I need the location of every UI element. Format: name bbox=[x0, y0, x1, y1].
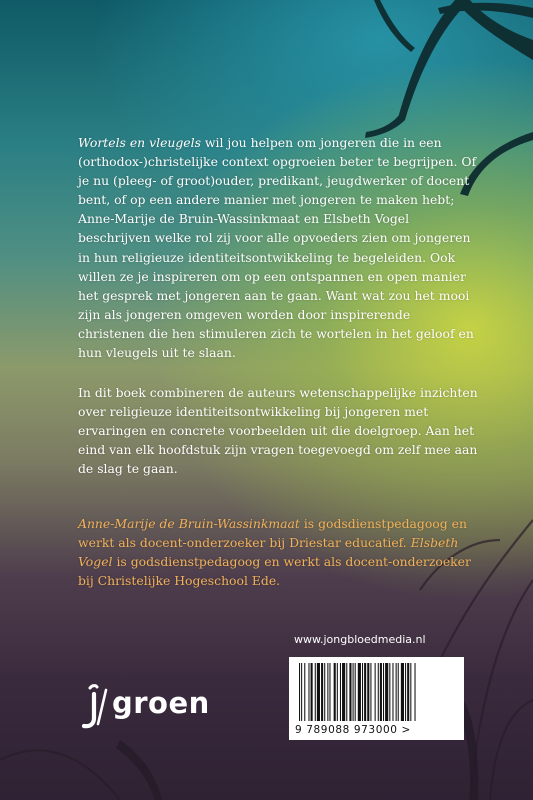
barcode-bar bbox=[389, 663, 390, 721]
barcode-bar bbox=[329, 663, 330, 721]
isbn-lead: 9 bbox=[295, 724, 303, 736]
barcode-bar bbox=[370, 663, 371, 721]
barcode-bar bbox=[383, 663, 384, 721]
barcode-bar bbox=[308, 663, 309, 721]
barcode-bar bbox=[311, 663, 313, 721]
barcode-bar bbox=[353, 663, 354, 721]
barcode-bar bbox=[378, 663, 379, 721]
barcode-bar bbox=[349, 663, 351, 721]
isbn-group2: 973000 bbox=[353, 724, 398, 736]
barcode-bar bbox=[324, 663, 325, 721]
barcode-bar bbox=[380, 663, 382, 721]
isbn-number bbox=[295, 724, 460, 736]
barcode-bar bbox=[304, 663, 305, 721]
barcode-bar bbox=[337, 663, 338, 721]
barcode-bar bbox=[342, 663, 345, 721]
barcode-bar bbox=[315, 663, 316, 721]
blurb-paragraph-1-text: wil jou helpen om jongeren die in een (orthodox-)christelijke context opgroeien beter te begrijpen. Of je nu (pleeg- of groot)ouder, predikant, jeugdwerker of docent bent, of op een andere manier met jongeren te maken hebt; Anne-Marije de Bruin-Wassinkmaat en Elsbeth Vogel beschrijven welke rol zij voor alle opvoeders zien om jongeren in hun religieuze identiteitsontwikkeling te begeleiden. Ook willen ze je inspireren om op een ontspannen en open manier het gesprek met jongeren aan te gaan. Want wat zou het mooi zijn als jongeren omgeven worden door inspirerende christenen die hen stimuleren zich te wortelen in het geloof en hun vleugels uit te slaan. bbox=[78, 135, 477, 361]
barcode-bar bbox=[392, 663, 393, 721]
blurb-paragraph-1 bbox=[78, 133, 478, 362]
j-slash-logo-icon bbox=[80, 684, 114, 732]
barcode-bar bbox=[401, 663, 404, 721]
publisher-logo-text: groen bbox=[112, 686, 210, 720]
barcode-bar bbox=[327, 663, 328, 721]
barcode-bar bbox=[375, 663, 376, 721]
isbn-tail: > bbox=[401, 724, 411, 736]
author2-name: Elsbeth Vogel bbox=[78, 535, 459, 570]
barcode-bar bbox=[405, 663, 406, 721]
barcode-bar bbox=[340, 663, 341, 721]
barcode-bar bbox=[410, 663, 411, 721]
publisher-url: www.jongbloedmedia.nl bbox=[294, 633, 426, 646]
author1-name: Anne-Marije de Bruin-Wassinkmaat bbox=[78, 516, 300, 531]
barcode-bar bbox=[407, 663, 409, 721]
barcode-bar bbox=[346, 663, 347, 721]
barcode-bar bbox=[355, 663, 356, 721]
barcode-bar bbox=[301, 663, 302, 721]
barcode-bar bbox=[358, 663, 361, 721]
author1-bio: is godsdienstpedagoog en werkt als docent-onderzoeker bij Driestar educatief. bbox=[78, 516, 467, 551]
author2-bio: is godsdienstpedagoog en werkt als docent-onderzoeker bij Christelijke Hogeschool Ede. bbox=[78, 554, 471, 589]
barcode-bar bbox=[362, 663, 363, 721]
isbn-barcode bbox=[289, 657, 464, 740]
book-title-italic: Wortels en vleugels bbox=[78, 135, 201, 150]
barcode-bar bbox=[364, 663, 366, 721]
barcode-bars bbox=[297, 663, 457, 723]
barcode-bar bbox=[396, 663, 397, 721]
barcode-bar bbox=[317, 663, 320, 721]
blurb-paragraph-2: In dit boek combineren de auteurs wetenschappelijke inzichten over religieuze identiteitsontwikkeling bij jongeren met ervaringen en concrete voorbeelden uit die doelgroep. Aan het eind van elk hoofdstuk zijn vragen toegevoegd om zelf mee aan de slag te gaan. bbox=[78, 385, 478, 477]
author-bios bbox=[78, 514, 478, 590]
barcode-bar bbox=[367, 663, 369, 721]
publisher-logo bbox=[80, 684, 220, 734]
barcode-bar bbox=[334, 663, 336, 721]
barcode-bar bbox=[415, 663, 416, 721]
isbn-group1: 789088 bbox=[306, 724, 350, 736]
barcode-bar bbox=[385, 663, 388, 721]
barcode-bar bbox=[321, 663, 323, 721]
barcode-bar bbox=[398, 663, 399, 721]
barcode-bar bbox=[299, 663, 300, 721]
